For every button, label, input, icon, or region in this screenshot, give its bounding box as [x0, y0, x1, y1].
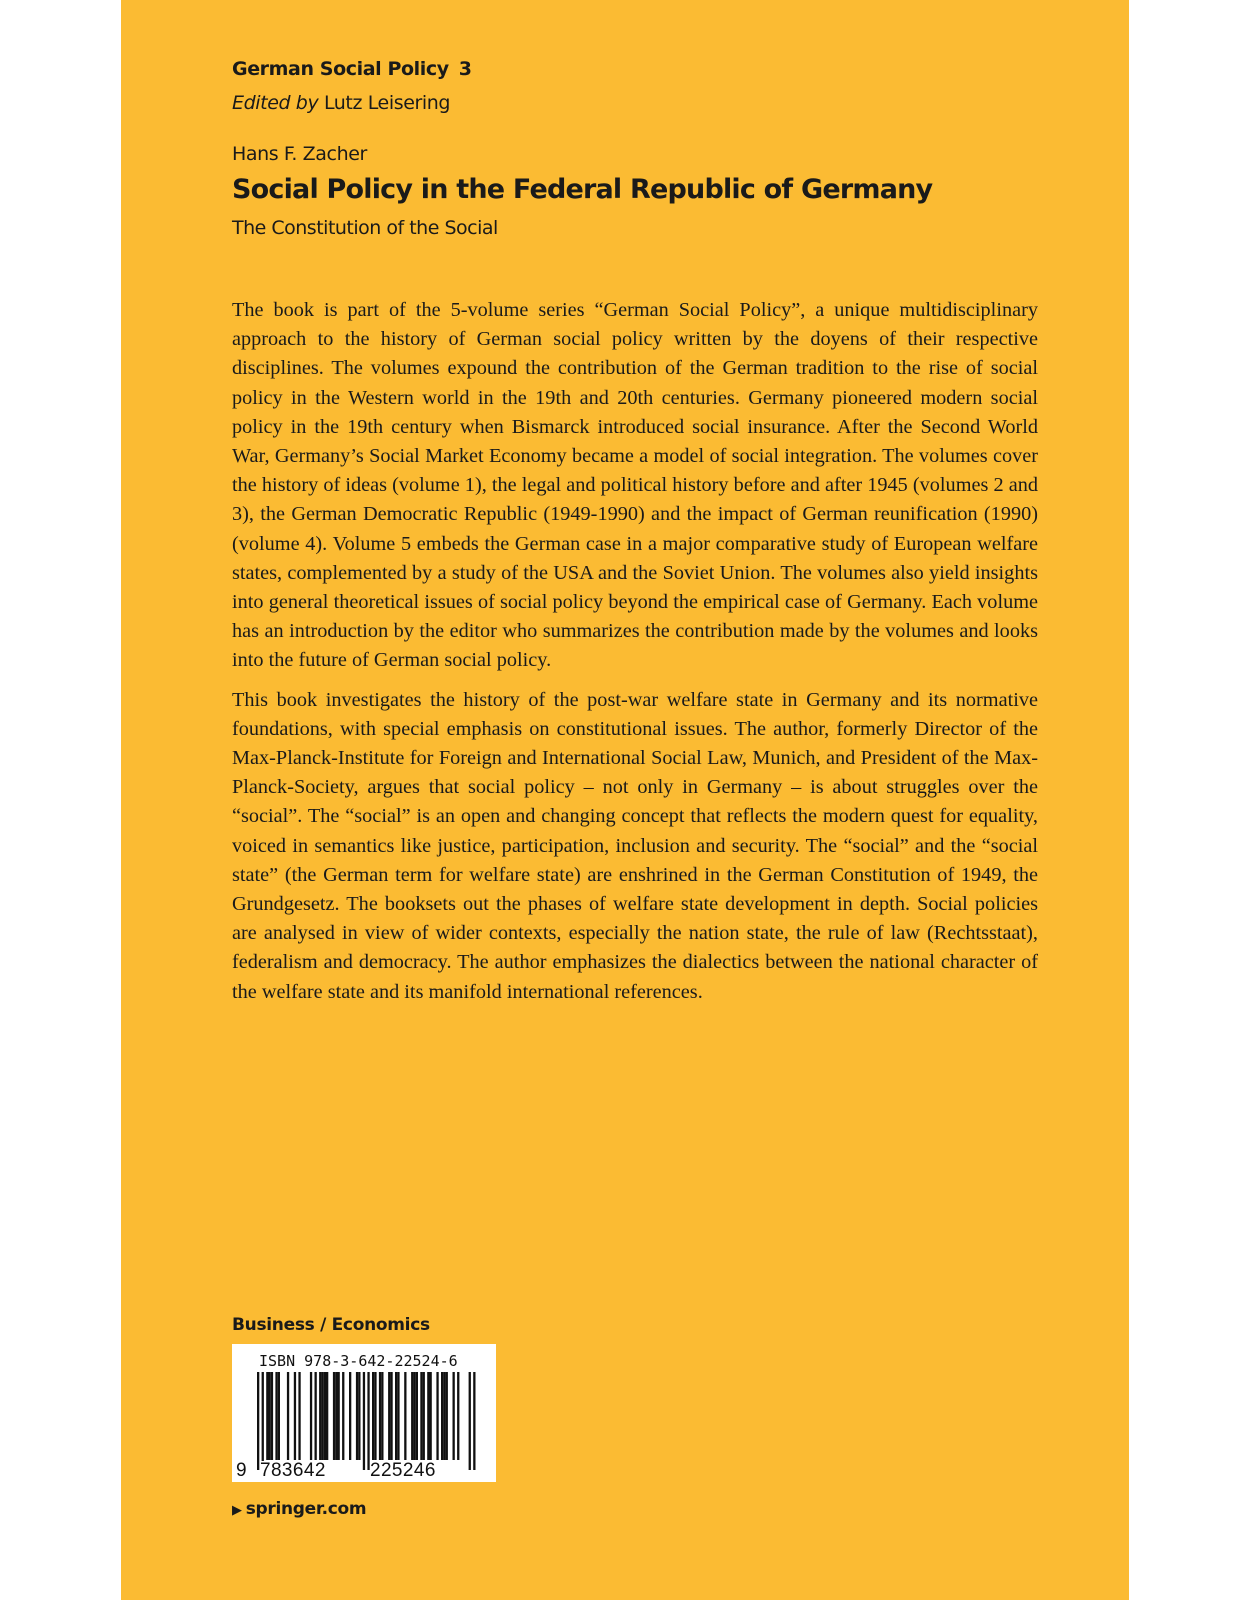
ean-right-digits: 225246 [370, 1460, 436, 1481]
barcode-bar [457, 1372, 459, 1460]
barcode-bar [416, 1372, 418, 1460]
play-arrow-icon: ▶ [232, 1503, 242, 1518]
barcode-bar [441, 1372, 443, 1460]
isbn-barcode-panel [232, 1344, 496, 1482]
barcode-bar [436, 1372, 438, 1460]
barcode-bar [349, 1372, 351, 1460]
ean-first-digit: 9 [236, 1460, 247, 1481]
blurb-paragraph-series: The book is part of the 5-volume series “German Social Policy”, a unique multidisciplinary approach to the history of German social policy written by the doyens of their respective disciplines. The volumes expound the contribution of the German tradition to the rise of social policy in the Western world in the 19th and 20th centuries. Germany pioneered modern social policy in the 19th century when Bismarck introduced social insurance. After the Second World War, Germany’s Social Market Economy became a model of social integration. The volumes cover the history of ideas (volume 1), the legal and political history before and after 1945 (volumes 2 and 3), the German Democratic Republic (1949-1990) and the impact of German reunification (1990) (volume 4). Volume 5 embeds the German case in a major comparative study of European welfare states, complemented by a study of the USA and the Soviet Union. The volumes also yield insights into general theoretical issues of social policy beyond the empirical case of Germany. Each volume has an introduction by the editor who summarizes the contribution made by the volumes and looks into the future of German social policy. [232, 299, 1038, 672]
barcode-bar [356, 1372, 358, 1460]
barcode-guard-bar [473, 1372, 475, 1470]
editor-name: Lutz Leisering [323, 92, 451, 114]
series-heading [232, 58, 472, 80]
barcode-bar [388, 1372, 390, 1460]
barcode-bar [326, 1372, 328, 1460]
barcode-guard-bar [363, 1372, 365, 1470]
barcode-bar [395, 1372, 397, 1460]
barcode-bar [338, 1372, 340, 1460]
barcode-bar [372, 1372, 374, 1460]
barcode-bar [324, 1372, 326, 1460]
barcode-bar [379, 1372, 381, 1460]
barcode-bar [335, 1372, 337, 1460]
barcode-bar [319, 1372, 321, 1460]
barcode-bar [269, 1372, 271, 1460]
book-back-cover [121, 0, 1129, 1600]
barcode-bar [298, 1372, 300, 1460]
series-name: German Social Policy [232, 58, 449, 80]
barcode-bar [315, 1372, 317, 1460]
barcode-guard-bar [257, 1372, 259, 1470]
barcode-bar [453, 1372, 455, 1460]
barcode-bar [390, 1372, 392, 1460]
series-editor [232, 92, 450, 114]
barcode-bar [271, 1372, 273, 1460]
subject-category: Business / Economics [232, 1315, 430, 1335]
barcode-bar [358, 1372, 360, 1460]
barcode-bar [430, 1372, 432, 1460]
book-title: Social Policy in the Federal Republic of Germany [232, 174, 933, 205]
barcode-bar [411, 1372, 413, 1460]
barcode-bar [404, 1372, 406, 1460]
barcode-bar [381, 1372, 383, 1460]
barcode-guard-bar [469, 1372, 471, 1470]
barcode-bar [427, 1372, 429, 1460]
book-author: Hans F. Zacher [232, 143, 367, 165]
barcode-bar [420, 1372, 422, 1460]
barcode-guard-bar [367, 1372, 369, 1470]
barcode-bar [374, 1372, 376, 1460]
barcode-bar [423, 1372, 425, 1460]
barcode-bar [275, 1372, 277, 1460]
book-subtitle: The Constitution of the Social [232, 217, 498, 239]
barcode-bar [333, 1372, 335, 1460]
barcode-bar [278, 1372, 280, 1460]
ean-left-digits: 783642 [260, 1460, 326, 1481]
editor-prefix: Edited by [232, 92, 319, 114]
barcode-bar [413, 1372, 415, 1460]
blurb [232, 296, 1038, 1017]
barcode-bar [446, 1372, 448, 1460]
barcode-guard-bar [262, 1372, 264, 1470]
barcode-bar [287, 1372, 289, 1460]
publisher-website[interactable] [232, 1499, 366, 1519]
barcode-bar [294, 1372, 296, 1460]
isbn-label: ISBN 978-3-642-22524-6 [259, 1352, 458, 1370]
barcode-bar [266, 1372, 268, 1460]
barcode-bar [321, 1372, 323, 1460]
barcode-bar [310, 1372, 312, 1460]
barcode-bar [342, 1372, 344, 1460]
website-url: springer.com [245, 1499, 367, 1519]
barcode-bar [397, 1372, 399, 1460]
series-volume-number: 3 [458, 58, 472, 80]
barcode-bar [443, 1372, 445, 1460]
blurb-paragraph-book: This book investigates the history of the post-war welfare state in Germany and its normative foundations, with special emphasis on constitutional issues. The author, formerly Director of the Max-Planck-Institute for Foreign and International Social Law, Munich, and President of the Max-Planck-Society, argues that social policy – not only in Germany – is about struggles over the “social”. The “social” is an open and changing concept that reflects the modern quest for equality, voiced in semantics like justice, participation, inclusion and security. The “social” and the “social state” (the German term for welfare state) are enshrined in the German Constitution of 1949, the Grundgesetz. The booksets out the phases of welfare state development in depth. Social policies are analysed in view of wider contexts, especially the nation state, the rule of law (Rechtsstaat), federalism and democracy. The author emphasizes the dialectics between the national character of the welfare state and its manifold international references. [232, 688, 1038, 1003]
